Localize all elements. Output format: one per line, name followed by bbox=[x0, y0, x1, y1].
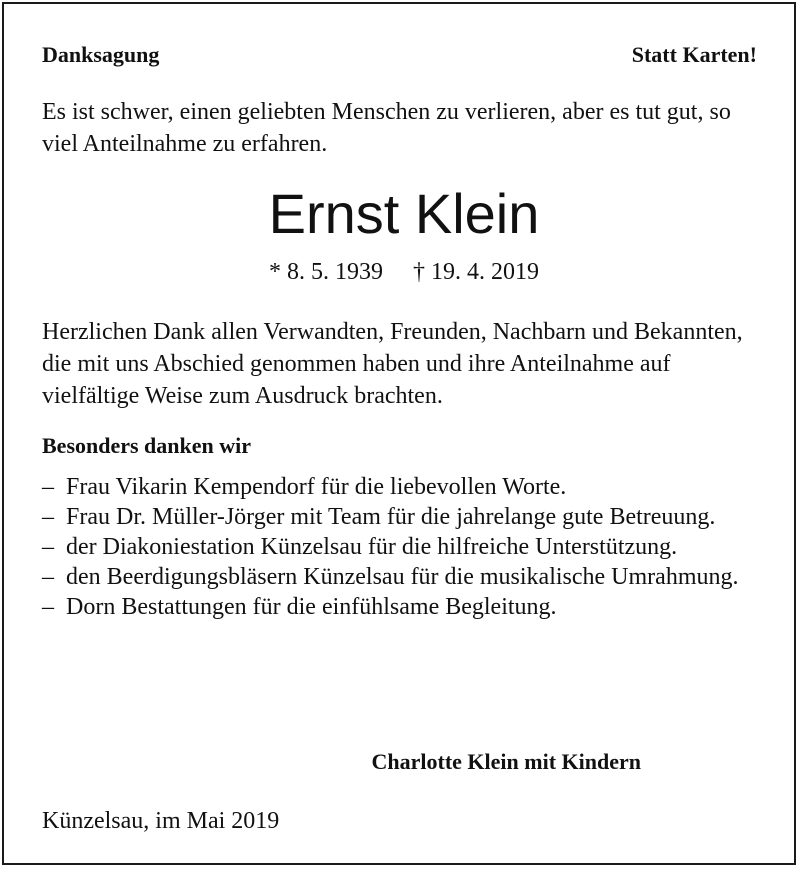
signature: Charlotte Klein mit Kindern bbox=[371, 749, 641, 774]
list-item bbox=[42, 592, 782, 622]
heading-statt-karten: Statt Karten! bbox=[631, 42, 757, 67]
dash-bullet: – bbox=[42, 474, 54, 500]
obituary-notice bbox=[2, 2, 796, 865]
list-item-text: den Beerdigungsbläsern Künzelsau für die musikalische Umrahmung. bbox=[66, 564, 739, 590]
special-thanks-list bbox=[42, 472, 782, 622]
death-date: † 19. 4. 2019 bbox=[413, 259, 539, 285]
dash-bullet: – bbox=[42, 504, 54, 530]
list-item bbox=[42, 502, 782, 532]
list-item bbox=[42, 532, 782, 562]
deceased-name: Ernst Klein bbox=[268, 182, 540, 245]
birth-date: * 8. 5. 1939 bbox=[269, 259, 383, 285]
special-thanks-heading: Besonders danken wir bbox=[42, 433, 252, 458]
list-item bbox=[42, 472, 782, 502]
place-and-date: Künzelsau, im Mai 2019 bbox=[42, 808, 280, 834]
list-item-text: der Diakoniestation Künzelsau für die hilfreiche Unterstützung. bbox=[66, 534, 678, 560]
list-item-text: Frau Dr. Müller-Jörger mit Team für die jahrelange gute Betreuung. bbox=[66, 504, 716, 530]
list-item bbox=[42, 562, 782, 592]
heading-danksagung: Danksagung bbox=[42, 42, 160, 67]
list-item-text: Dorn Bestattungen für die einfühlsame Begleitung. bbox=[66, 594, 557, 620]
dash-bullet: – bbox=[42, 564, 54, 590]
dash-bullet: – bbox=[42, 534, 54, 560]
thanks-text: Herzlichen Dank allen Verwandten, Freunden, Nachbarn und Bekannten, die mit uns Abschied genommen haben und ihre Anteilnahme auf vielfältige Weise zum Ausdruck brachten. bbox=[42, 319, 743, 409]
life-dates bbox=[4, 257, 800, 287]
intro-text: Es ist schwer, einen geliebten Menschen zu verlieren, aber es tut gut, so viel Anteilnahme zu erfahren. bbox=[42, 99, 731, 157]
dash-bullet: – bbox=[42, 594, 54, 620]
list-item-text: Frau Vikarin Kempendorf für die liebevollen Worte. bbox=[66, 474, 567, 500]
